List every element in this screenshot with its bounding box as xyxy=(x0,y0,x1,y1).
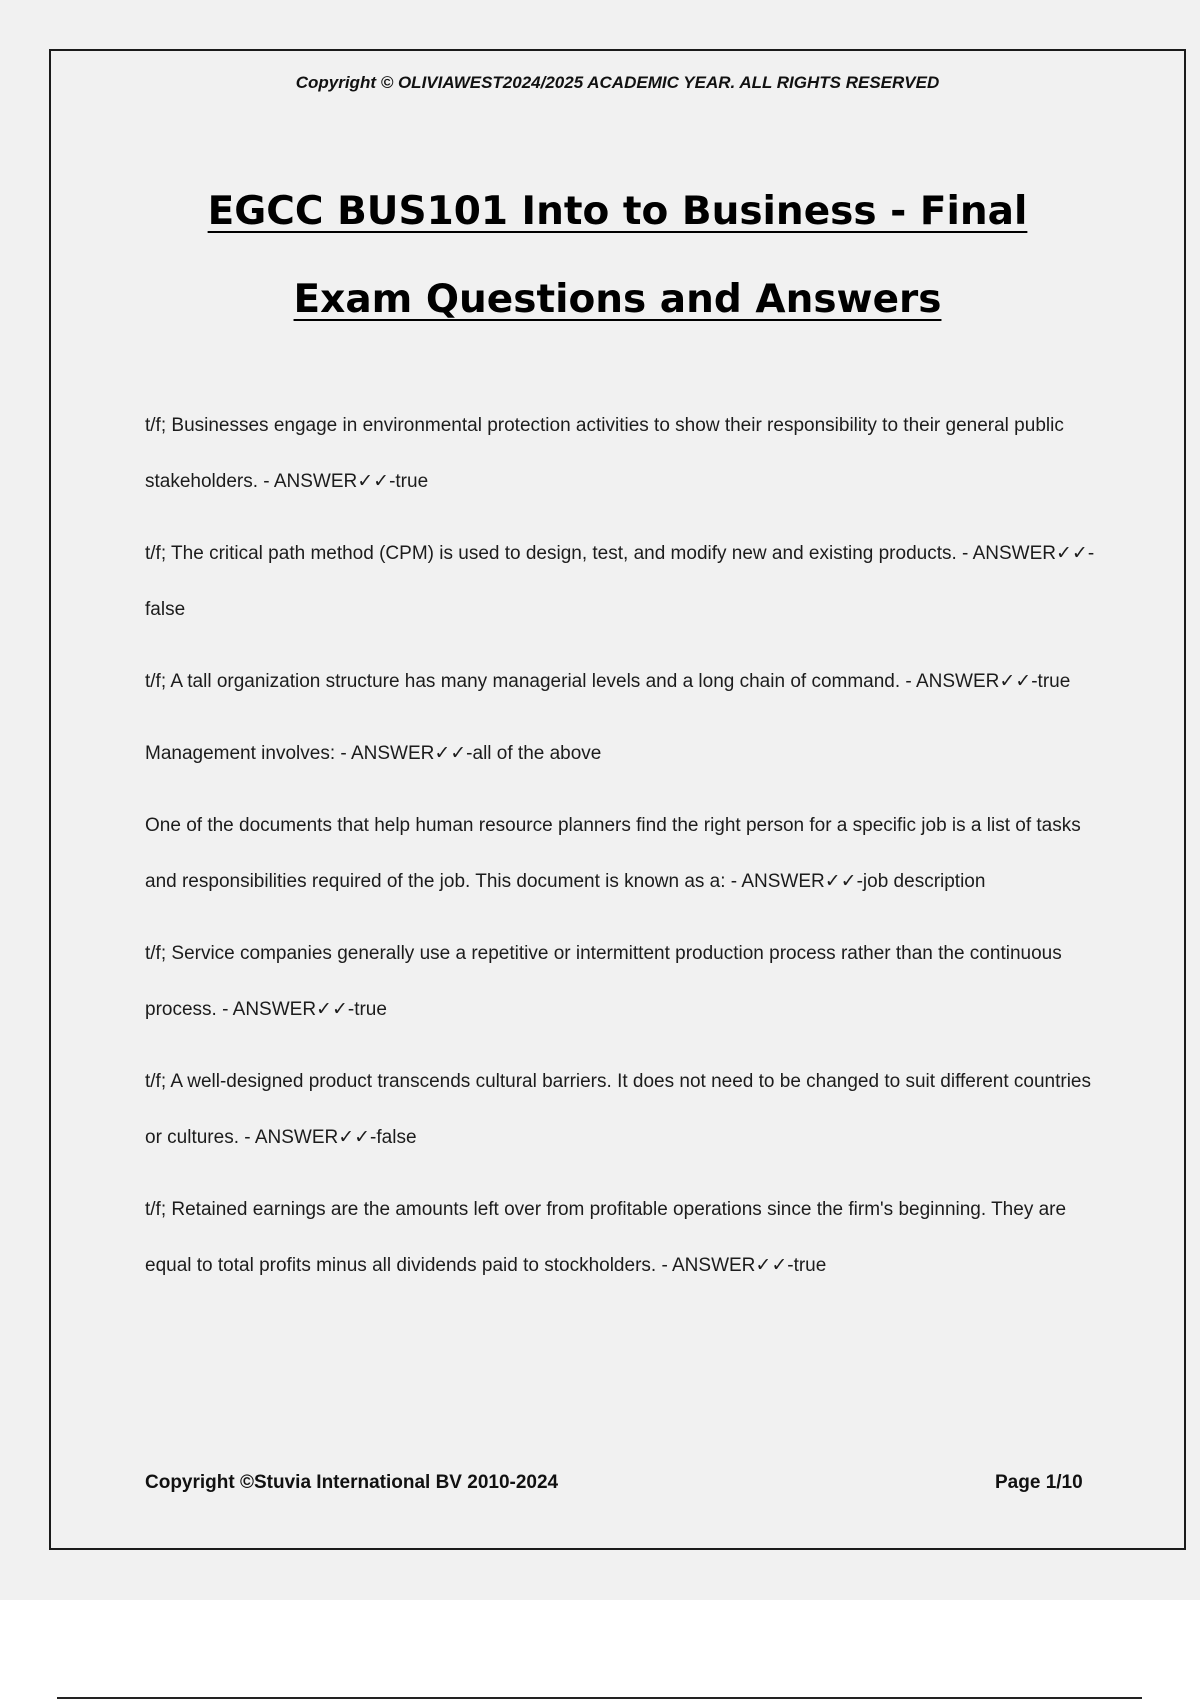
qa-item: t/f; Service companies generally use a repetitive or intermittent production process rather than the continuous process. - ANSWER✓✓-true xyxy=(145,943,1062,1020)
qa-item: t/f; Businesses engage in environmental protection activities to show their responsibility to their general public stakeholders. - ANSWER✓✓-true xyxy=(145,415,1064,492)
next-page-rule xyxy=(57,1697,1142,1699)
qa-list xyxy=(145,398,1095,1310)
qa-item: t/f; The critical path method (CPM) is used to design, test, and modify new and existing products. - ANSWER✓✓-false xyxy=(145,543,1095,620)
title-line-1: EGCC BUS101 Into to Business - Final xyxy=(207,189,1028,234)
title-line-2: Exam Questions and Answers xyxy=(293,277,942,322)
footer-copyright: Copyright ©Stuvia International BV 2010-2024 xyxy=(145,1472,559,1493)
qa-item: One of the documents that help human resource planners find the right person for a specific job is a list of tasks and responsibilities required of the job. This document is known as a: - ANSWER✓✓-job description xyxy=(145,815,1081,892)
qa-item: t/f; Retained earnings are the amounts left over from profitable operations since the firm's beginning. They are equal to total profits minus all dividends paid to stockholders. - ANSWER✓✓-true xyxy=(145,1199,1067,1276)
page-indicator: Page 1/10 xyxy=(995,1472,1083,1493)
page-title xyxy=(0,168,1200,344)
header-copyright: Copyright © OLIVIAWEST2024/2025 ACADEMIC YEAR. ALL RIGHTS RESERVED xyxy=(295,73,940,92)
next-page-area xyxy=(0,1600,1200,1700)
qa-item: t/f; A well-designed product transcends cultural barriers. It does not need to be changed to suit different countries or cultures. - ANSWER✓✓-false xyxy=(145,1071,1091,1148)
qa-item: Management involves: - ANSWER✓✓-all of the above xyxy=(145,743,602,764)
qa-item: t/f; A tall organization structure has many managerial levels and a long chain of command. - ANSWER✓✓-true xyxy=(145,671,1071,692)
